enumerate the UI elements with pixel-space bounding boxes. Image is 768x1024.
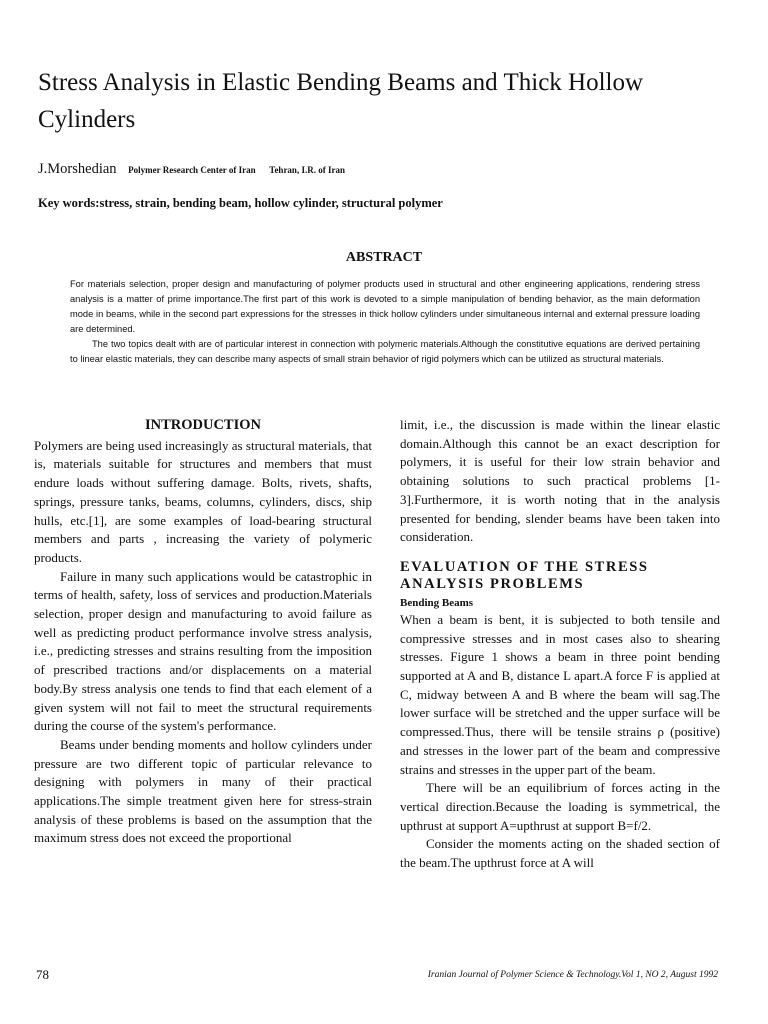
- right-column: [400, 416, 720, 873]
- author-name: J.Morshedian: [38, 161, 117, 177]
- bending-paragraph-1: When a beam is bent, it is subjected to both tensile and compressive stresses and in most cases also to shearing stresses. Figure 1 shows a beam in three point bending supported at A and B, distance L apart.A force F is applied at C, midway between A and B where the beam will sag.The lower surface will be stretched and the upper surface will be compressed.Thus, there will be tensile strains ρ (positive) and stresses in the lower part of the beam and compressive strains and stresses in the upper part of the beam.: [400, 611, 720, 777]
- bending-beams-heading: Bending Beams: [400, 596, 474, 609]
- abstract-body: [70, 277, 700, 367]
- intro-paragraph-1: Polymers are being used increasingly as structural materials, that is, materials suitable for structures and members that must endure loads without suffering damage. Bolts, rivets, shafts, springs, pressure tanks, beams, columns, cylinders, discs, ship hulls, etc.[1], are some examples of load-bearing structural members and parts , increasing the variety of polymeric products.: [34, 437, 372, 565]
- journal-footer: Iranian Journal of Polymer Science & Technology.Vol 1, NO 2, August 1992: [427, 970, 718, 980]
- paper-title: Stress Analysis in Elastic Bending Beams and Thick Hollow Cylinders: [38, 69, 644, 133]
- abstract-paragraph-2: The two topics dealt with are of particular interest in connection with polymeric materials.Although the constitutive equations are derived pertaining to linear elastic materials, they can describe many aspects of small strain behavior of rigid polymers which can be utilized as structural materials.: [70, 339, 700, 364]
- intro-continued-paragraph: limit, i.e., the discussion is made within the linear elastic domain.Although this cannot be an exact description for polymers, it is useful for their low strain behavior and obtaining solutions to such practical problems [1-3].Furthermore, it is worth noting that in the analysis presented for bending, slender beams have been taken into consideration.: [400, 417, 720, 545]
- author-line: [38, 161, 728, 178]
- evaluation-heading: EVALUATION OF THE STRESS ANALYSIS PROBLEMS: [400, 558, 649, 592]
- intro-paragraph-3: Beams under bending moments and hollow cylinders under pressure are two different topic of particular relevance to designing with polymers in many of their practical applications.The simple treatment given here for stress-strain analysis of these problems is based on the assumption that the maximum stress does not exceed the proportional: [34, 736, 372, 846]
- abstract-paragraph-1: For materials selection, proper design and manufacturing of polymer products used in structural and other engineering applications, rendering stress analysis is a matter of prime importance.The first part of this work is devoted to a simple manipulation of bending behavior, as the main deformation mode in beams, while in the second part expressions for the stresses in thick hollow cylinders under simultaneous internal and external pressure loading are determined.: [70, 279, 700, 334]
- affiliation-location: Tehran, I.R. of Iran: [269, 165, 345, 175]
- keywords: Key words:stress, strain, bending beam, hollow cylinder, structural polymer: [38, 196, 443, 210]
- affiliation-institute: Polymer Research Center of Iran: [128, 165, 256, 175]
- bending-paragraph-2: There will be an equilibrium of forces acting in the vertical direction.Because the loading is symmetrical, the upthrust at support A=upthrust at support B=f/2.: [400, 780, 720, 833]
- abstract-heading: ABSTRACT: [345, 250, 423, 265]
- introduction-heading: INTRODUCTION: [144, 417, 261, 433]
- bending-paragraph-3: Consider the moments acting on the shaded section of the beam.The upthrust force at A will: [400, 836, 720, 871]
- page-number: 78: [36, 967, 49, 982]
- left-column: [34, 416, 372, 848]
- intro-paragraph-2: Failure in many such applications would be catastrophic in terms of health, safety, loss of services and production.Materials selection, proper design and manufacturing to avoid failure as well as predicting product performance involve stress analysis, i.e., predicting stresses and strains resulting from the imposition of prescribed tractions and/or displacements on a material body.By stress analysis one tends to find that each element of a given system will not fail to meet the structural requirements during the course of the system's performance.: [34, 568, 372, 734]
